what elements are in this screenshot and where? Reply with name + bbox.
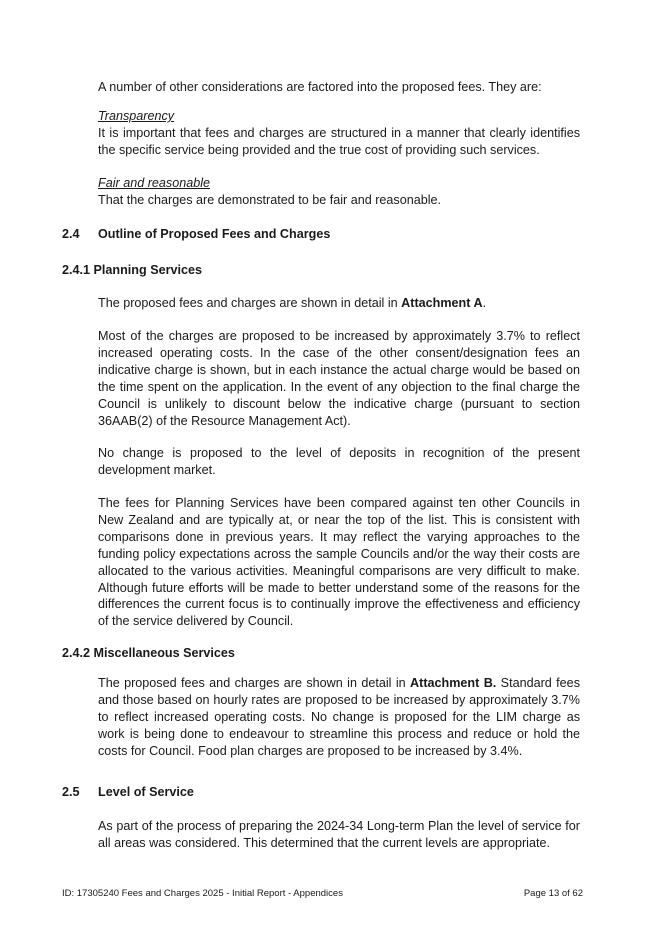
footer-document-id: ID: 17305240 Fees and Charges 2025 - Initial Report - Appendices (62, 888, 343, 899)
section-number: 2.4.1 (62, 263, 91, 277)
fair-text: That the charges are demonstrated to be fair and reasonable. (98, 192, 442, 207)
attachment-b-ref: Attachment B. (410, 676, 497, 690)
text-run: Standard fees and those based on hourly rates are proposed to be increased by approximately 3.7% to reflect increased operating costs. No change is proposed for the LIM charge as work is being done to endeavour to streamline this process and reduce or hold the costs for Council. Food plan charges are proposed to be increased by 3.4%. (98, 676, 580, 758)
transparency-text: It is important that fees and charges are structured in a manner that clearly identifies the specific service being provided and the true cost of providing such services. (98, 125, 580, 157)
misc-paragraph-1 (98, 675, 580, 760)
section-2-4-2-heading (62, 645, 235, 661)
footer-page-number: Page 13 of 62 (523, 888, 583, 899)
planning-paragraph-4: The fees for Planning Services have been compared against ten other Councils in New Zealand and are typically at, or near the top of the list. This is consistent with comparisons done in previous years. It may reflect the varying approaches to the funding policy expectations across the sample Councils and/or the way their costs are allocated to the various activities. Meaningful comparisons are very difficult to make. Although future efforts will be made to better understand some of the reasons for the differences the current focus is to continually improve the effectiveness and efficiency of the service delivered by Council. (98, 496, 580, 629)
section-title: Level of Service (98, 785, 194, 799)
section-2-4-heading (62, 226, 330, 242)
service-level-paragraph: As part of the process of preparing the 2024-34 Long-term Plan the level of service for all areas was considered. This determined that the current levels are appropriate. (98, 819, 580, 850)
text-run: . (482, 296, 487, 310)
attachment-a-ref: Attachment A (401, 296, 483, 310)
section-2-5-heading (62, 784, 194, 800)
transparency-block (98, 108, 580, 159)
planning-paragraph-3: No change is proposed to the level of deposits in recognition of the present development market. (98, 446, 580, 477)
intro-paragraph: A number of other considerations are factored into the proposed fees. They are: (98, 80, 542, 94)
section-title: Outline of Proposed Fees and Charges (98, 227, 331, 241)
section-title: Planning Services (93, 263, 203, 277)
section-number: 2.5 (62, 785, 80, 799)
planning-paragraph-2: Most of the charges are proposed to be increased by approximately 3.7% to reflect increased operating costs. In the case of the other consent/designation fees an indicative charge is shown, but in each instance the actual charge would be based on the time spent on the application. In the event of any objection to the final charge the Council is unlikely to discount below the indicative charge (pursuant to section 36AAB(2) of the Resource Management Act). (98, 329, 580, 428)
section-number: 2.4 (62, 227, 80, 241)
fair-block (98, 175, 580, 209)
text-run: The proposed fees and charges are shown in detail in (98, 296, 402, 310)
section-title: Miscellaneous Services (93, 646, 235, 660)
fair-heading: Fair and reasonable (98, 176, 211, 190)
transparency-heading: Transparency (98, 109, 175, 123)
section-2-4-1-heading (62, 262, 202, 278)
text-run: The proposed fees and charges are shown in detail in (98, 676, 411, 690)
planning-paragraph-1 (98, 295, 580, 312)
section-number: 2.4.2 (62, 646, 91, 660)
